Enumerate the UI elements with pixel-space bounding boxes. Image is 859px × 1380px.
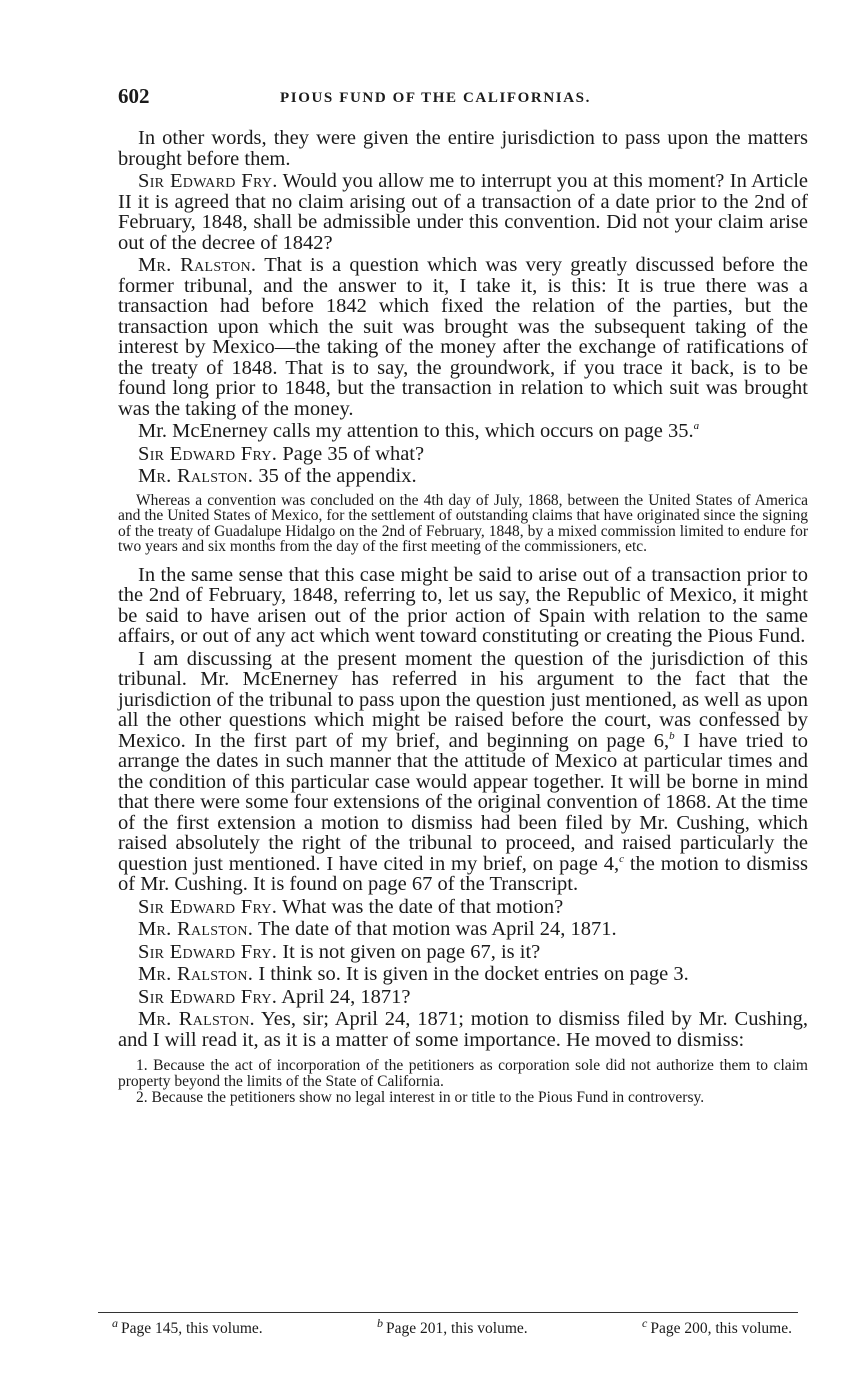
paragraph: Mr. McEnerney calls my attention to this, which occurs on page 35.$^a$	[138, 420, 700, 442]
paragraph: Sir Edward Fry. Page 35 of what?	[138, 442, 425, 465]
running-head: PIOUS FUND OF THE CALIFORNIAS.	[280, 90, 591, 106]
paragraph: Mr. Ralston. 35 of the appendix.	[138, 465, 417, 487]
paragraph: I am discussing at the present moment the question of the jurisdiction of this tribunal. Mr. McEnerney has referred in his argument to the fact that the jurisdiction of the tribunal to pass upon the question just mentioned, as well as upon all the other questions which might be raised before the court, was confessed by Mexico. In the first part of my brief, and beginning on page 6,$^b$ I have tried to arrange the dates in such manner that the attitude of Mexico at particular times and the condition of this particular case would appear together. It will be borne in mind that there were some four extensions of the original convention of 1868. At the time of the first extension a motion to dismiss had been filed by Mr. Cushing, which raised absolutely the right of the tribunal to proceed, and raised particularly the question just mentioned. I have cited in my brief, on page 4,$^c$ the motion to dismiss of Mr. Cushing. It is found on page 67 of the Transcript.	[118, 647, 808, 895]
speaker-name: Mr. Ralston.	[138, 963, 254, 985]
paragraph: Sir Edward Fry. What was the date of that motion?	[138, 895, 564, 918]
footnote: $^b$ Page 201, this volume.	[377, 1315, 528, 1337]
body-text	[118, 128, 808, 1106]
speaker-name: Sir Edward Fry.	[138, 940, 278, 963]
paragraph: Sir Edward Fry. April 24, 1871?	[138, 985, 411, 1008]
block-quote-list	[118, 1058, 808, 1106]
footnote: $^c$ Page 200, this volume.	[642, 1315, 792, 1337]
block-quote-item: 1. Because the act of incorporation of the petitioners as corporation sole did not authorize them to claim property beyond the limits of the State of California.	[118, 1057, 808, 1090]
paragraph: In other words, they were given the entire jurisdiction to pass upon the matters brought before them.	[118, 127, 808, 170]
page-number: 602	[118, 84, 150, 108]
footnote-divider	[98, 1312, 798, 1313]
speaker-name: Mr. Ralston.	[138, 254, 257, 276]
speaker-name: Sir Edward Fry.	[138, 985, 278, 1008]
document-page	[118, 84, 808, 1107]
paragraph: Mr. Ralston. The date of that motion was April 24, 1871.	[138, 918, 617, 940]
speaker-name: Sir Edward Fry.	[138, 442, 278, 465]
footnote-ref: c	[619, 852, 624, 865]
paragraph: Mr. Ralston. That is a question which was very greatly discussed before the former tribunal, and the answer to it, I take it, is this: It is true there was a transaction had before 1842 which fixed the relation of the parties, but the transaction upon which the suit was brought was the subsequent taking of the interest by Mexico—the taking of the money after the exchange of ratifications of the treaty of 1848. That is to say, the groundwork, if you trace it back, is to be found long prior to 1848, but the transaction in relation to which suit was brought was the taking of the money.	[118, 254, 808, 420]
paragraph: Sir Edward Fry. It is not given on page 67, is it?	[138, 940, 541, 963]
paragraph: Sir Edward Fry. Would you allow me to interrupt you at this moment? In Article II it is agreed that no claim arising out of a transaction of a date prior to the 2nd of February, 1848, shall be admissible under this convention. Did not your claim arise out of the decree of 1842?	[118, 170, 808, 254]
speaker-name: Sir Edward Fry.	[138, 170, 278, 192]
paragraph: In the same sense that this case might be said to arise out of a transaction prior to the 2nd of February, 1848, referring to, let us say, the Republic of Mexico, it might be said to have arisen out of the prior action of Spain with relation to the same affairs, or out of any act which went toward constituting or creating the Pious Fund.	[118, 563, 808, 647]
paragraph: Mr. Ralston. I think so. It is given in the docket entries on page 3.	[138, 963, 689, 985]
speaker-name: Mr. Ralston.	[138, 465, 254, 487]
page-header	[118, 84, 808, 114]
speaker-name: Mr. Ralston.	[138, 918, 254, 940]
footnote-ref: b	[669, 729, 675, 742]
footnote-ref: a	[693, 420, 700, 433]
block-quote-item: 2. Because the petitioners show no legal interest in or title to the Pious Fund in controversy.	[136, 1089, 705, 1106]
paragraph: Mr. Ralston. Yes, sir; April 24, 1871; motion to dismiss filed by Mr. Cushing, and I will read it, as it is a matter of some importance. He moved to dismiss:	[118, 1008, 808, 1051]
footnote: $^a$ Page 145, this volume.	[112, 1315, 263, 1337]
footnotes	[112, 1315, 792, 1338]
block-quote: Whereas a convention was concluded on the 4th day of July, 1868, between the United States of America and the United States of Mexico, for the settlement of outstanding claims that have originated since the signing of the treaty of Guadalupe Hidalgo on the 2nd of February, 1848, by a mixed commission limited to endure for two years and six months from the day of the first meeting of the commissioners, etc.	[118, 491, 808, 555]
speaker-name: Mr. Ralston.	[138, 1008, 255, 1030]
speaker-name: Sir Edward Fry.	[138, 895, 278, 918]
